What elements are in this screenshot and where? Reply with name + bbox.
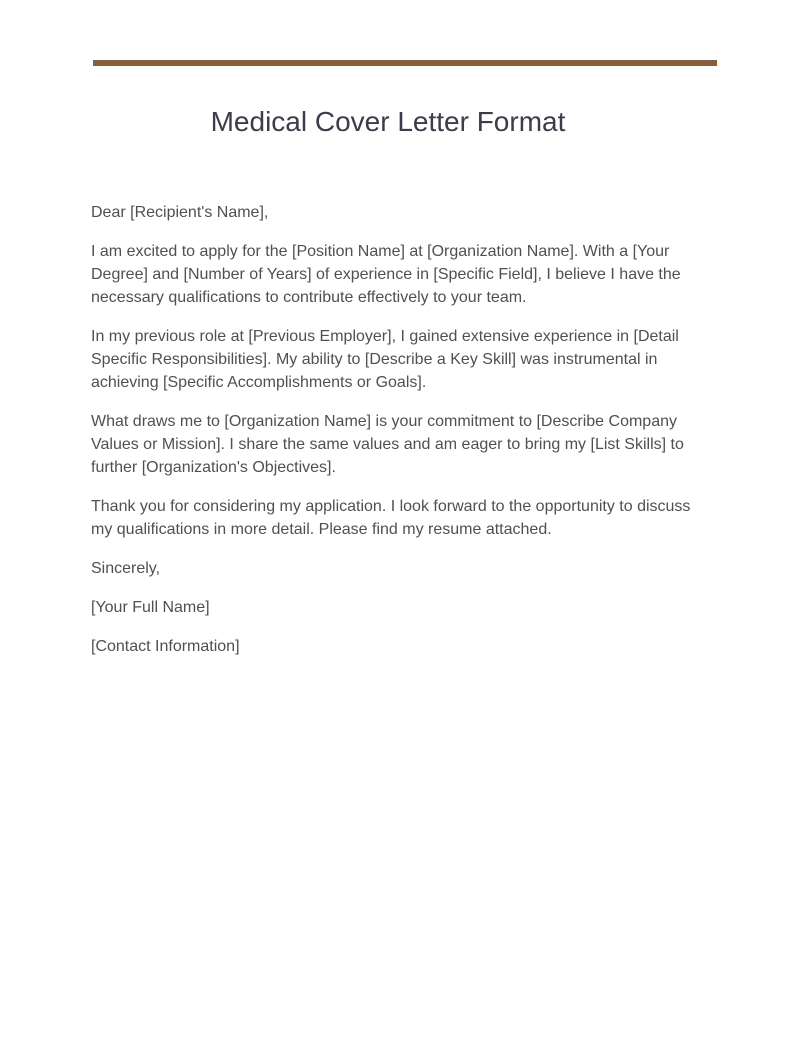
document-title: Medical Cover Letter Format (210, 106, 566, 137)
salutation: Dear [Recipient's Name], (91, 204, 269, 221)
body-paragraph-4: Thank you for considering my application. I look forward to the opportunity to discuss my qualifications in more detail. Please find my resume attached. (91, 498, 691, 538)
body-paragraph-1: I am excited to apply for the [Position Name] at [Organization Name]. With a [Your Degree] and [Number of Years] of experience in [Specific Field], I believe I have the necessary qualifications to contribute effectively to your team. (91, 243, 681, 306)
top-accent-rule (93, 60, 717, 66)
body-paragraph-3: What draws me to [Organization Name] is your commitment to [Describe Company Values or Mission]. I share the same values and am eager to bring my [List Skills] to further [Organization's Objectives]. (91, 413, 684, 476)
signature-name: [Your Full Name] (91, 599, 210, 616)
contact-information: [Contact Information] (91, 638, 240, 655)
closing: Sincerely, (91, 560, 161, 577)
body-paragraph-2: In my previous role at [Previous Employer], I gained extensive experience in [Detail Specific Responsibilities]. My ability to [Describe a Key Skill] was instrumental in achieving [Specific Accomplishments or Goals]. (91, 328, 679, 391)
letter-body (91, 201, 701, 674)
